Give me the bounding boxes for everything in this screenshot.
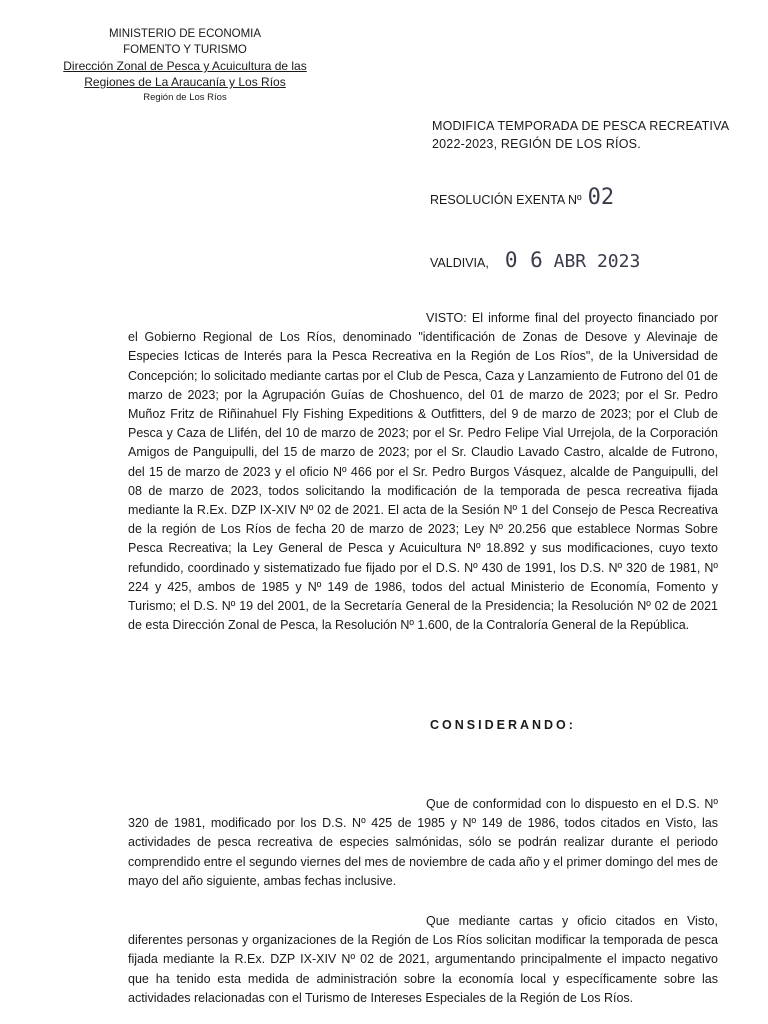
considerando-text-1: Que de conformidad con lo dispuesto en el D.S. Nº 320 de 1981, modificado por los D.S. Nº 425 de 1985 y Nº 149 de 1986, todos citados en Visto, las actividades de pesca recreativa de especies salmónidas, sólo se podrán realizar durante el periodo comprendido entre el segundo viernes del mes de noviembre de cada año y el primer domingo del mes de mayo del año siguiente, ambas fechas inclusive. <box>128 797 718 888</box>
visto-text: VISTO: El informe final del proyecto financiado por el Gobierno Regional de Los Ríos, denominado "identificación de Zonas de Desove y Alevinaje de Especies Icticas de Interés para la Pesca Recreativa en la Región de Los Ríos", de la Universidad de Concepción; lo solicitado mediante cartas por el Club de Pesca, Caza y Lanzamiento de Futrono del 01 de marzo de 2023; por la Agrupación Guías de Choshuenco, del 01 de marzo de 2023; por el Sr. Pedro Muñoz Fritz de Riñinahuel Fly Fishing Expeditions & Outfitters, del 9 de marzo de 2023; por el Club de Pesca y Caza de Llifén, del 10 de marzo de 2023; por el Sr. Pedro Felipe Vial Urrejola, de la Corporación Amigos de Panguipulli, del 15 de marzo de 2023; por el Sr. Claudio Lavado Castro, alcalde de Futrono, del 15 de marzo de 2023 y el oficio Nº 466 por el Sr. Pedro Burgos Vásquez, alcalde de Panguipulli, del 08 de marzo de 2023, todos solicitando la modificación de la temporada de pesca recreativa fijada mediante la R.Ex. DZP IX-XIV Nº 02 de 2021. El acta de la Sesión Nº 1 del Consejo de Pesca Recreativa de la región de Los Ríos de fecha 20 de marzo de 2023; Ley Nº 20.256 que establece Normas Sobre Pesca Recreativa; la Ley General de Pesca y Acuicultura Nº 18.892 y sus modificaciones, cuyo texto refundido, coordinado y sistematizado fue fijado por el D.S. Nº 430 de 1991, los D.S. Nº 320 de 1981, Nº 224 y 425, ambos de 1985 y Nº 149 de 1986, todos del actual Ministerio de Economía, Fomento y Turismo; el D.S. Nº 19 del 2001, de la Secretaría General de la Presidencia; la Resolución Nº 02 de 2021 de esta Dirección Zonal de Pesca, la Resolución Nº 1.600, de la Contraloría General de la República. <box>128 311 718 633</box>
date-stamp <box>505 248 641 272</box>
considerando-heading: CONSIDERANDO: <box>430 718 576 732</box>
ministry-name: MINISTERIO DE ECONOMIA <box>108 28 262 40</box>
considerando-text-2: Que mediante cartas y oficio citados en Visto, diferentes personas y organizaciones de la Región de Los Ríos solicitan modificar la temporada de pesca fijada mediante la R.Ex. DZP IX-XIV Nº 02 de 2021, argumentando principalmente el impacto negativo que ha tenido esta medida de administración sobre la economía local y específicamente sobre las actividades relacionadas con el Turismo de Intereses Especiales de la Región de Los Ríos. <box>128 914 718 1005</box>
date-day: 0 6 <box>504 248 543 272</box>
resolution-subject <box>432 117 752 153</box>
resolution-number-stamp: 02 <box>587 185 615 210</box>
resolution-label: RESOLUCIÓN EXENTA Nº <box>430 193 582 207</box>
subject-line-1: MODIFICA TEMPORADA DE PESCA RECREATIVA <box>432 119 730 133</box>
date-month: ABR <box>553 251 587 272</box>
place-and-date <box>430 248 640 272</box>
region-name: Región de Los Ríos <box>143 92 227 103</box>
considerando-paragraph-1 <box>128 795 718 891</box>
visto-paragraph <box>128 309 718 635</box>
letterhead <box>50 26 320 105</box>
ministry-subname: FOMENTO Y TURISMO <box>123 44 247 56</box>
directorate-regions: Regiones de La Araucanía y Los Ríos <box>84 75 286 89</box>
considerando-paragraph-2 <box>128 912 718 1008</box>
date-year: 2023 <box>596 251 641 272</box>
place-label: VALDIVIA, <box>430 256 489 270</box>
subject-line-2: 2022-2023, REGIÓN DE LOS RÍOS. <box>432 137 641 151</box>
resolution-number-block <box>430 185 614 210</box>
directorate-name: Dirección Zonal de Pesca y Acuicultura de las <box>63 59 307 73</box>
